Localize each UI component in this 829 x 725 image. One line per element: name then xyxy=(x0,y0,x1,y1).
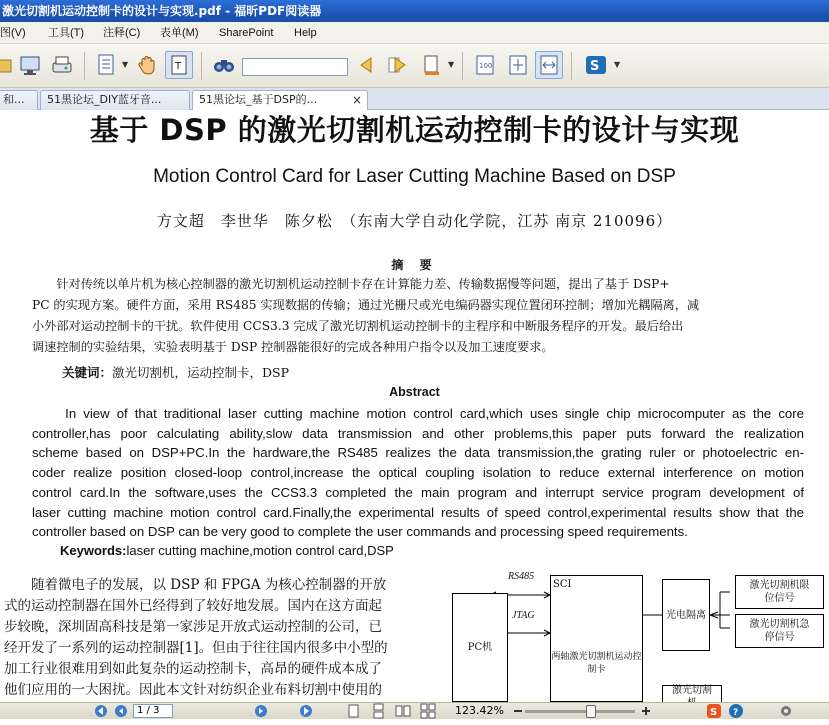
scanner-icon[interactable] xyxy=(48,51,76,79)
body-line: 步较晚，深圳固高科技是第一家涉足开放式运动控制的公司，已 xyxy=(4,619,382,635)
highlight-dropdown-icon[interactable]: ▼ xyxy=(448,60,455,69)
svg-text:?: ? xyxy=(733,708,739,718)
help-circle-icon[interactable] xyxy=(728,703,744,720)
continuous-view-icon[interactable] xyxy=(370,703,386,720)
toolbar-separator xyxy=(462,52,463,80)
diagram-machine-label: 激光切割 xyxy=(672,685,712,696)
highlight-icon[interactable] xyxy=(418,51,446,79)
single-page-view-icon[interactable] xyxy=(345,703,361,720)
menu-view[interactable]: 图(V) xyxy=(0,27,26,39)
abstract-en-line: scheme based on DSP+PC.In the hardware,the RS485 realizes the data transmission,the grating ruler or photoelectric en- xyxy=(32,445,804,461)
abstract-cn xyxy=(32,274,802,358)
diagram-rs485-label: RS485 xyxy=(508,571,535,582)
menu-forms[interactable]: 表单(M) xyxy=(160,27,199,39)
body-line: 他们应用的一大困扰。因此本文针对纺织企业布料切割中使用的 xyxy=(4,682,382,698)
window-title: 激光切割机运动控制卡的设计与实现.pdf - 福昕PDF阅读器 xyxy=(2,4,322,18)
keywords-en-value: laser cutting machine,motion control card,DSP xyxy=(126,543,394,558)
sogou-ime-icon[interactable] xyxy=(706,703,722,720)
display-icon[interactable] xyxy=(16,51,44,79)
tab-label: 51黑论坛_DIY蓝牙音... xyxy=(47,93,162,106)
page-dropdown-icon[interactable]: ▼ xyxy=(122,60,129,69)
foxit-icon[interactable] xyxy=(582,51,610,79)
body-text xyxy=(4,575,406,722)
window-title-bar xyxy=(0,0,829,22)
diagram-controller-box xyxy=(550,575,643,702)
foxit-dropdown-icon[interactable]: ▼ xyxy=(614,60,621,69)
abstract-cn-line: PC 的实现方案。硬件方面，采用 RS485 实现数据的传输；通过光栅尺或光电编码器实现位置闭环控制；增加光耦隔离，减 xyxy=(32,298,700,312)
find-input[interactable] xyxy=(242,58,348,76)
body-line: 式的运动控制器在国外已经得到了较好地发展。国内在这方面起 xyxy=(4,598,382,614)
diagram-sci-label: SCI xyxy=(553,579,572,590)
hand-icon[interactable] xyxy=(134,51,162,79)
last-page-icon[interactable] xyxy=(298,703,314,720)
body-line: 经开发了一系列的运动控制器[1]。但由于往往国内很多中小型的 xyxy=(4,640,388,656)
tab-label: 51黑论坛_基于DSP的... xyxy=(199,93,318,106)
toolbar xyxy=(0,44,829,88)
toolbar-separator xyxy=(201,52,202,80)
status-bar xyxy=(0,702,829,719)
svg-text:S: S xyxy=(710,707,718,718)
abstract-cn-line: 小外部对运动控制卡的干扰。软件使用 CCS3.3 完成了激光切割机运动控制卡的主程序和中断服务程序的开发。最后给出 xyxy=(32,319,684,333)
menu-tools[interactable]: 工具(T) xyxy=(48,27,85,39)
abstract-en-line: controller,has poor calculating ability,slow data transmission and other problems,this paper puts forward the realization xyxy=(32,425,804,441)
keywords-en xyxy=(60,543,394,558)
ime-settings-icon[interactable] xyxy=(778,703,794,720)
paper-authors: 方文超 李世华 陈夕松 （东南大学自动化学院，江苏 南京 210096） xyxy=(156,212,673,230)
toolbar-separator xyxy=(84,52,85,80)
keywords-en-label: Keywords: xyxy=(60,543,127,558)
document-page xyxy=(0,110,829,702)
zoom-slider-track[interactable] xyxy=(525,710,635,713)
abstract-en-heading: Abstract xyxy=(389,385,440,399)
tab-close-icon[interactable]: × xyxy=(351,93,362,107)
abstract-cn-line: 针对传统以单片机为核心控制器的激光切割机运动控制卡存在计算能力差、传输数据慢等问题，提出了基于 DSP+ xyxy=(32,277,670,291)
first-page-icon[interactable] xyxy=(93,703,109,720)
find-next-icon[interactable] xyxy=(383,51,411,79)
menu-bar xyxy=(0,22,829,44)
next-page-icon[interactable] xyxy=(253,703,269,720)
zoom-slider-thumb[interactable] xyxy=(586,705,596,718)
diagram-isolation-label: 光电隔离 xyxy=(666,609,706,621)
tab-doc-2[interactable] xyxy=(40,90,190,110)
diagram-estop-label: 激光切割机急停信号 xyxy=(749,619,810,643)
tab-label: 和... xyxy=(3,93,25,106)
menu-annotate[interactable]: 注释(C) xyxy=(103,27,141,39)
abstract-cn-heading: 摘 要 xyxy=(391,258,438,272)
zoom-out-icon[interactable] xyxy=(512,703,524,720)
binoculars-icon[interactable] xyxy=(210,51,238,79)
diagram-estop-box xyxy=(735,614,824,648)
zoom-level: 123.42% xyxy=(455,704,504,717)
menu-sharepoint[interactable]: SharePoint xyxy=(219,27,274,39)
paper-title-en: Motion Control Card for Laser Cutting Machine Based on DSP xyxy=(153,166,676,187)
paper-title-cn: 基于 DSP 的激光切割机运动控制卡的设计与实现 xyxy=(89,113,740,147)
keywords-cn-value: 激光切割机，运动控制卡，DSP xyxy=(112,365,290,380)
find-prev-icon[interactable] xyxy=(352,51,380,79)
diagram-limit-box xyxy=(735,575,824,609)
select-text-icon[interactable] xyxy=(165,51,193,79)
abstract-en xyxy=(32,404,804,542)
zoom-in-icon[interactable] xyxy=(640,703,652,720)
prev-page-icon[interactable] xyxy=(113,703,129,720)
tab-bar xyxy=(0,88,829,110)
diagram-pc-box xyxy=(452,593,508,702)
toolbar-separator xyxy=(571,52,572,80)
tab-doc-1[interactable] xyxy=(0,90,38,110)
system-block-diagram xyxy=(440,571,829,702)
body-line: 加工行业很难用到如此复杂的运动控制卡，高昂的硬件成本成了 xyxy=(4,661,382,677)
fit-page-icon[interactable] xyxy=(504,51,532,79)
diagram-pc-label: PC机 xyxy=(467,642,493,653)
svg-text:100: 100 xyxy=(479,62,493,70)
diagram-controller-label: 两轴激光切割机运动控制卡 xyxy=(551,652,642,675)
diagram-jtag-label: JTAG xyxy=(512,610,535,621)
keywords-cn xyxy=(62,363,289,381)
abstract-en-line: coder realize position closed-loop control,increase the optical coupling isolation to reduce external interference on motion xyxy=(32,465,804,481)
abstract-en-line: control card.In the software,uses the CCS3.3 completed the main program and interrupt service program development of xyxy=(32,484,804,500)
svg-text:T: T xyxy=(175,61,182,72)
abstract-en-line: laser cutting machine motion control card.Finally,the experimental results of speed control,experimental results show that the xyxy=(32,504,804,520)
abstract-en-line: controller based on DSP can be very good to complete the user commands and processing speed requirements. xyxy=(32,524,688,540)
abstract-en-line: In view of that traditional laser cutting machine motion control card,which uses single chip microcomputer as the core xyxy=(32,406,804,421)
keywords-cn-label: 关键词： xyxy=(62,365,113,380)
svg-text:S: S xyxy=(590,59,600,74)
menu-help[interactable]: Help xyxy=(294,27,317,39)
continuous-facing-view-icon[interactable] xyxy=(420,703,436,720)
abstract-cn-line: 调速控制的实验结果，实验表明基于 DSP 控制器能很好的完成各种用户指令以及加工速度要求。 xyxy=(32,340,554,354)
diagram-limit-label: 激光切割机限位信号 xyxy=(749,580,810,604)
diagram-isolation-box xyxy=(662,579,710,651)
body-line: 随着微电子的发展，以 DSP 和 FPGA 为核心控制器的开放 xyxy=(4,577,387,593)
facing-view-icon[interactable] xyxy=(395,703,411,720)
actual-size-icon[interactable] xyxy=(471,51,499,79)
page-icon[interactable] xyxy=(92,51,120,79)
page-number-input[interactable]: 1 / 3 xyxy=(133,704,173,718)
fit-width-icon[interactable] xyxy=(535,51,563,79)
